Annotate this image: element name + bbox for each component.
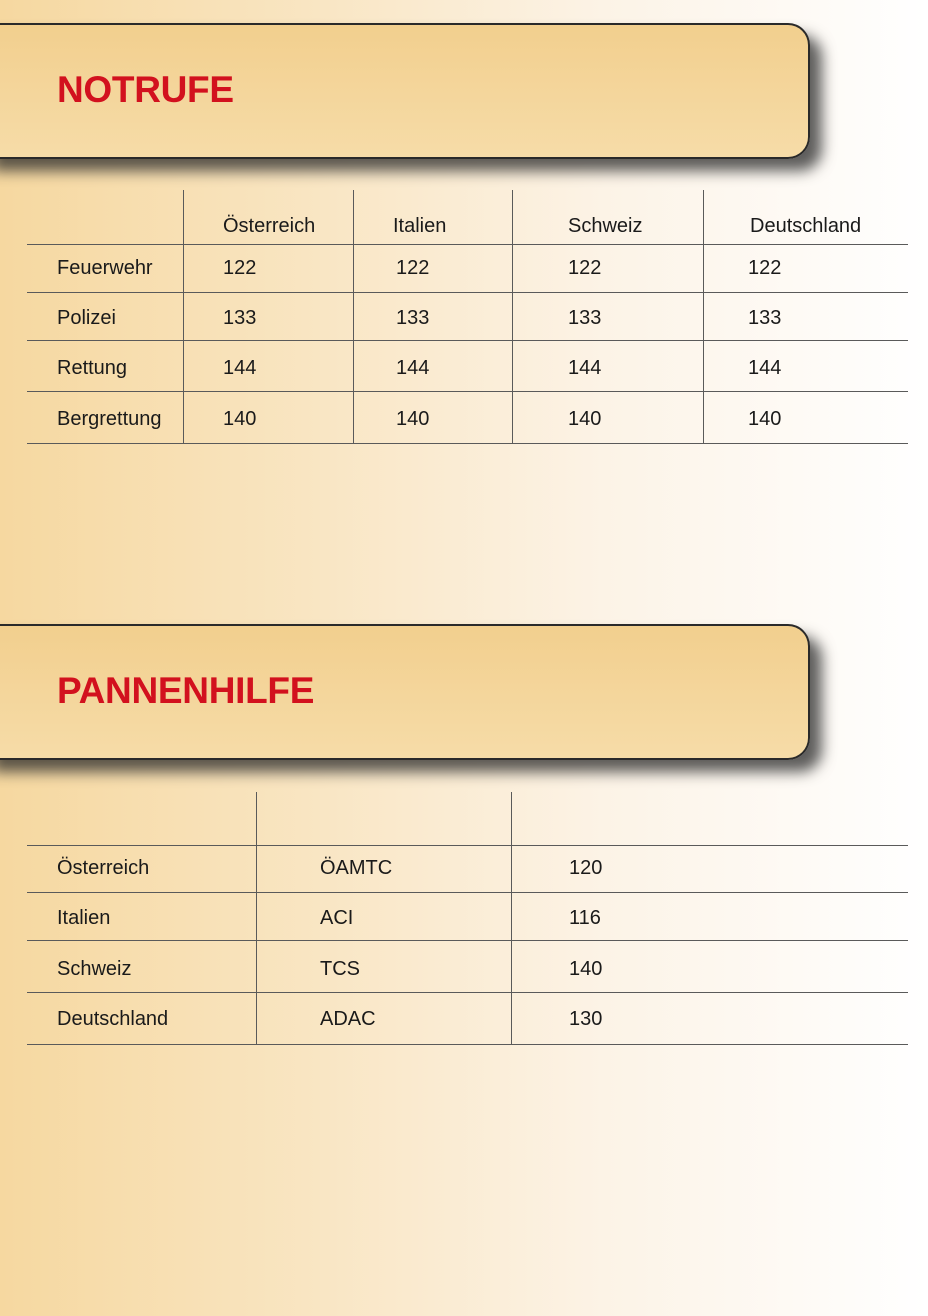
table-cell: 144 <box>396 357 430 379</box>
table-cell: 140 <box>568 408 602 430</box>
club-cell: TCS <box>320 958 360 980</box>
table-cell: 122 <box>396 257 430 279</box>
pannenhilfe-table <box>27 792 908 1048</box>
row-divider <box>27 1044 908 1045</box>
club-cell: ÖAMTC <box>320 857 393 879</box>
row-label: Polizei <box>57 307 116 329</box>
pannenhilfe-title: PANNENHILFE <box>57 670 315 711</box>
table-row <box>27 292 908 342</box>
table-row <box>27 940 908 992</box>
row-divider <box>27 443 908 444</box>
table-header-row <box>27 190 908 244</box>
number-cell: 116 <box>569 907 601 929</box>
pannenhilfe-banner <box>0 624 810 760</box>
column-header-deutschland: Deutschland <box>750 215 862 237</box>
table-cell: 144 <box>748 357 782 379</box>
table-cell: 133 <box>568 307 602 329</box>
table-row <box>27 992 908 1044</box>
club-cell: ACI <box>320 907 354 929</box>
table-row <box>27 244 908 294</box>
column-header-oesterreich: Österreich <box>223 215 316 237</box>
notrufe-table <box>27 190 908 446</box>
table-cell: 122 <box>568 257 602 279</box>
row-label: Bergrettung <box>57 408 162 430</box>
table-row <box>27 845 908 893</box>
number-cell: 130 <box>569 1008 603 1030</box>
table-cell: 144 <box>223 357 257 379</box>
row-label: Rettung <box>57 357 128 379</box>
number-cell: 120 <box>569 857 603 879</box>
column-header-schweiz: Schweiz <box>568 215 643 237</box>
column-header-italien: Italien <box>393 215 447 237</box>
table-cell: 140 <box>396 408 430 430</box>
number-cell: 140 <box>569 958 603 980</box>
country-cell: Österreich <box>57 857 150 879</box>
club-cell: ADAC <box>320 1008 376 1030</box>
table-cell: 133 <box>396 307 430 329</box>
row-label: Feuerwehr <box>57 257 153 279</box>
table-row <box>27 892 908 940</box>
country-cell: Schweiz <box>57 958 132 980</box>
notrufe-banner <box>0 23 810 159</box>
table-row <box>27 340 908 390</box>
country-cell: Deutschland <box>57 1008 169 1030</box>
table-cell: 133 <box>748 307 782 329</box>
country-cell: Italien <box>57 907 111 929</box>
table-cell: 133 <box>223 307 257 329</box>
notrufe-title: NOTRUFE <box>57 69 234 110</box>
table-cell: 122 <box>223 257 257 279</box>
table-cell: 144 <box>568 357 602 379</box>
table-cell: 140 <box>223 408 257 430</box>
table-cell: 122 <box>748 257 782 279</box>
table-row <box>27 391 908 443</box>
table-cell: 140 <box>748 408 782 430</box>
